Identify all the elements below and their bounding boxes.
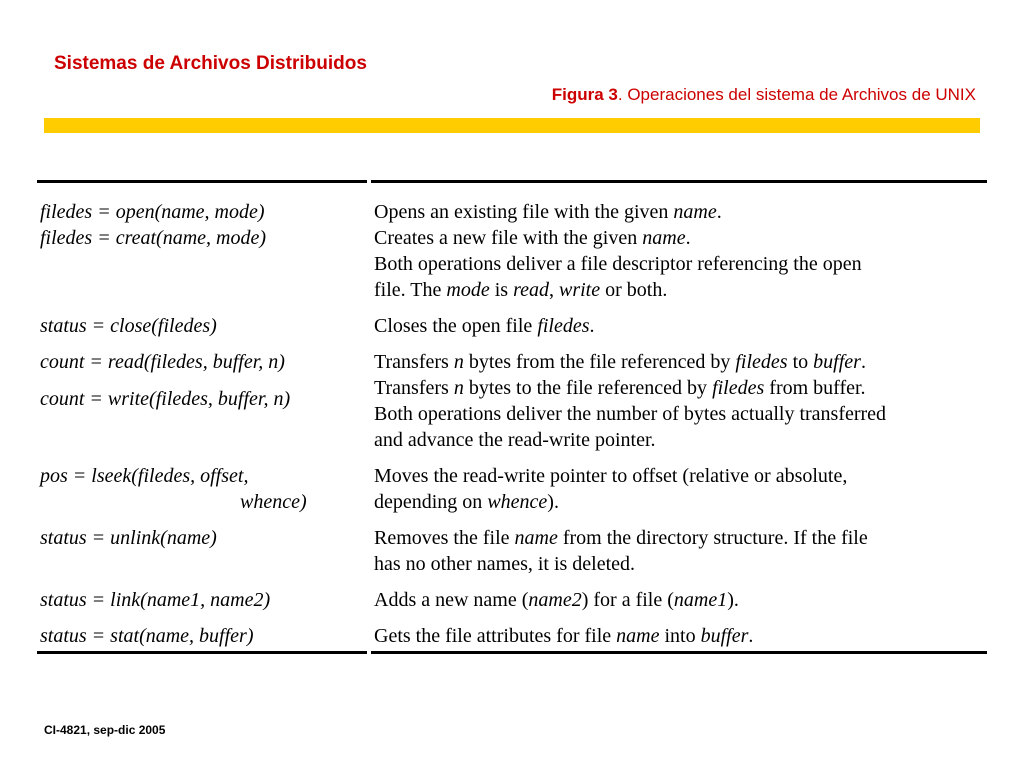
figure-caption-text: . Operaciones del sistema de Archivos de UNIX [617, 85, 976, 104]
description-text: . [748, 625, 754, 647]
description-line [374, 349, 996, 375]
table-bottom-rule-left [37, 651, 367, 654]
operation-description-cell [374, 463, 996, 515]
operation-description-cell [374, 199, 996, 303]
figure-label: Figura 3 [551, 85, 618, 104]
table-top-rule-right [371, 180, 987, 183]
description-text: Creates a new file with the given [374, 227, 643, 249]
description-text: . [860, 351, 866, 373]
operation-signature-cell [40, 199, 374, 303]
operation-signature: filedes = creat(name, mode) [40, 227, 267, 249]
description-text: to [787, 351, 814, 373]
operation-row [40, 623, 1000, 649]
description-line [374, 277, 996, 303]
description-text: is [489, 279, 514, 301]
table-top-rule-left [37, 180, 367, 183]
operation-row [40, 199, 1000, 303]
description-text: into [659, 625, 701, 647]
operation-row [40, 349, 1000, 453]
description-line [374, 463, 996, 489]
description-term: filedes [712, 377, 765, 399]
operation-row [40, 463, 1000, 515]
operation-signature-cell [40, 313, 374, 339]
description-text: Moves the read-write pointer to offset (relative or absolute, [374, 465, 848, 487]
operation-description-cell [374, 587, 996, 613]
description-line [374, 225, 996, 251]
description-term: name1 [673, 589, 728, 611]
operation-signature-cell [40, 525, 374, 577]
description-term: n [453, 377, 464, 399]
description-term: buffer [700, 625, 749, 647]
operation-signature-cell [40, 349, 374, 453]
description-line [374, 375, 996, 401]
operation-signature: status = stat(name, buffer) [40, 625, 254, 647]
description-term: name [616, 625, 660, 647]
description-text: Removes the file [374, 527, 515, 549]
operation-signature: status = unlink(name) [40, 527, 217, 549]
description-text: Gets the file attributes for file [374, 625, 617, 647]
operation-signature: count = read(filedes, buffer, n) [40, 351, 285, 373]
table-bottom-rule-right [371, 651, 987, 654]
description-text: depending on [374, 491, 488, 513]
operation-description-cell [374, 313, 996, 339]
description-text: bytes to the file referenced by [463, 377, 713, 399]
description-term: n [453, 351, 464, 373]
description-text: from the directory structure. If the file [557, 527, 868, 549]
description-term: name2 [528, 589, 582, 611]
description-text: ). [547, 491, 559, 513]
description-term: name [514, 527, 558, 549]
description-line [374, 587, 996, 613]
description-line [374, 623, 996, 649]
description-line [374, 427, 996, 453]
operation-row [40, 587, 1000, 613]
description-text: Both operations deliver a file descriptor referencing the open [374, 253, 862, 275]
description-term: mode [446, 279, 490, 301]
description-text: or both. [600, 279, 668, 301]
footer-text: CI-4821, sep-dic 2005 [44, 723, 166, 737]
operation-row [40, 313, 1000, 339]
description-text: Adds a new name ( [374, 589, 529, 611]
description-line [374, 251, 996, 277]
description-line [374, 551, 996, 577]
description-text: Opens an existing file with the given [374, 201, 674, 223]
description-text: . [685, 227, 691, 249]
description-term: write [558, 279, 601, 301]
description-text: . [589, 315, 595, 337]
description-text: from buffer. [764, 377, 866, 399]
description-term: filedes [735, 351, 788, 373]
operation-signature: filedes = open(name, mode) [40, 201, 265, 223]
description-term: filedes [537, 315, 590, 337]
description-term: whence [487, 491, 548, 513]
operation-description-cell [374, 349, 996, 453]
operation-signature-cell [40, 623, 374, 649]
operation-description-cell [374, 525, 996, 577]
description-line [374, 401, 996, 427]
description-text: Transfers [374, 377, 454, 399]
operation-description-cell [374, 623, 996, 649]
operation-signature-cell [40, 587, 374, 613]
description-text: Closes the open file [374, 315, 538, 337]
slide-title: Sistemas de Archivos Distribuidos [54, 53, 367, 74]
description-text: Both operations deliver the number of bytes actually transferred [374, 403, 887, 425]
description-term: name [642, 227, 686, 249]
description-text: bytes from the file referenced by [463, 351, 736, 373]
operations-table [40, 199, 1000, 659]
accent-bar [44, 118, 980, 133]
description-term: buffer [813, 351, 861, 373]
operation-signature-cell [40, 463, 374, 515]
operation-signature: count = write(filedes, buffer, n) [40, 388, 291, 410]
description-term: name [673, 201, 717, 223]
description-text: file. The [374, 279, 447, 301]
operation-signature: status = link(name1, name2) [40, 589, 271, 611]
description-line [374, 525, 996, 551]
description-text: Transfers [374, 351, 454, 373]
description-line [374, 199, 996, 225]
operation-row [40, 525, 1000, 577]
description-text: ) for a file ( [581, 589, 674, 611]
operation-signature: pos = lseek(filedes, offset, [40, 465, 249, 487]
description-line [374, 489, 996, 515]
operation-signature: status = close(filedes) [40, 315, 217, 337]
description-text: ). [727, 589, 739, 611]
description-term: read [513, 279, 549, 301]
description-text: . [716, 201, 722, 223]
description-text: has no other names, it is deleted. [374, 553, 636, 575]
figure-caption [552, 85, 976, 105]
description-line [374, 313, 996, 339]
description-text: , [548, 279, 559, 301]
description-text: and advance the read-write pointer. [374, 429, 656, 451]
operation-signature-continuation: whence) [240, 491, 307, 513]
